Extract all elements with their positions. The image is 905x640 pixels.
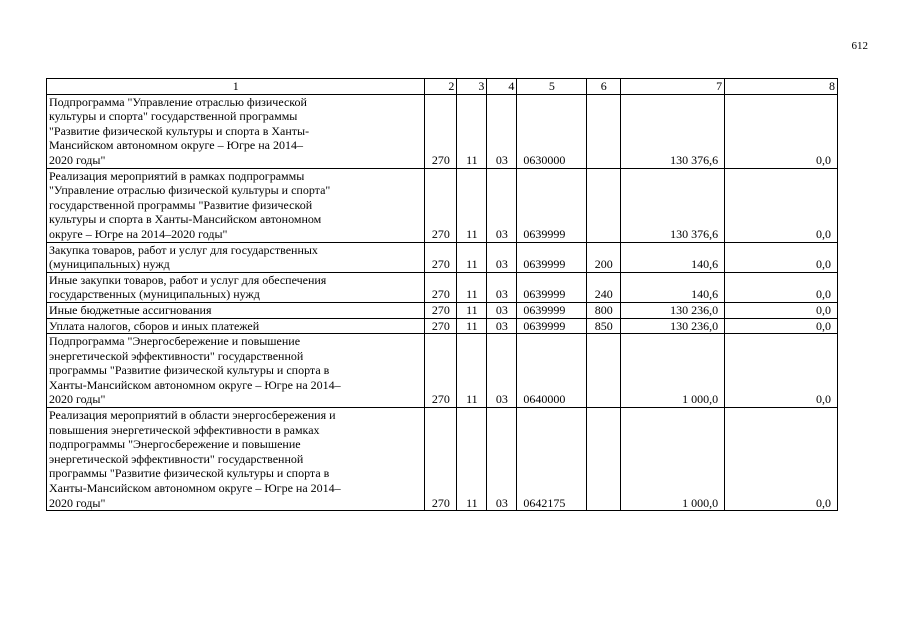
cell-code-5: 0642175 [517,408,587,511]
table-row [47,242,838,272]
cell-code-3: 11 [457,408,487,511]
cell-code-6: 850 [587,318,621,334]
cell-code-3: 11 [457,94,487,168]
table-row [47,334,838,408]
header-col-6: 6 [587,79,621,95]
row-description: Реализация мероприятий в рамках подпрограммы "Управление отраслью физической культуры и спорта" государственной программы "Развитие физической культуры и спорта в Ханты-Мансийском автономном округе – Югре на 2014–2020 годы" [47,168,425,242]
header-col-7: 7 [621,79,725,95]
cell-code-4: 03 [487,94,517,168]
row-description: Уплата налогов, сборов и иных платежей [47,318,425,334]
table-row [47,168,838,242]
cell-code-3: 11 [457,272,487,302]
cell-code-3: 11 [457,334,487,408]
cell-code-3: 11 [457,318,487,334]
page-number: 612 [851,40,868,52]
header-col-1: 1 [47,79,425,95]
table-row [47,94,838,168]
cell-code-5: 0630000 [517,94,587,168]
cell-code-4: 03 [487,242,517,272]
row-description: Иные закупки товаров, работ и услуг для обеспечения государственных (муниципальных) нужд [47,272,425,302]
cell-code-6 [587,334,621,408]
cell-code-2: 270 [425,408,457,511]
cell-amount-8: 0,0 [725,334,838,408]
cell-code-5: 0639999 [517,318,587,334]
cell-code-5: 0639999 [517,272,587,302]
cell-code-4: 03 [487,318,517,334]
cell-code-4: 03 [487,302,517,318]
cell-amount-8: 0,0 [725,242,838,272]
cell-code-6 [587,168,621,242]
cell-amount-8: 0,0 [725,408,838,511]
cell-code-3: 11 [457,168,487,242]
cell-code-4: 03 [487,168,517,242]
header-col-8: 8 [725,79,838,95]
header-row [47,79,838,95]
cell-code-2: 270 [425,272,457,302]
cell-code-5: 0639999 [517,168,587,242]
row-description: Подпрограмма "Энергосбережение и повышение энергетической эффективности" государственной программы "Развитие физической культуры и спорта в Ханты-Мансийском автономном округе – Югре на 2014– 2020 годы" [47,334,425,408]
cell-amount-7: 130 236,0 [621,302,725,318]
header-col-5: 5 [517,79,587,95]
row-description: Иные бюджетные ассигнования [47,302,425,318]
cell-code-4: 03 [487,272,517,302]
table-row [47,272,838,302]
cell-code-2: 270 [425,242,457,272]
cell-amount-7: 140,6 [621,242,725,272]
cell-code-2: 270 [425,334,457,408]
cell-code-3: 11 [457,302,487,318]
cell-amount-7: 130 376,6 [621,168,725,242]
budget-table [46,78,838,511]
cell-code-6 [587,94,621,168]
cell-amount-7: 1 000,0 [621,408,725,511]
cell-code-4: 03 [487,334,517,408]
cell-code-6: 200 [587,242,621,272]
cell-amount-8: 0,0 [725,272,838,302]
header-col-4: 4 [487,79,517,95]
cell-code-4: 03 [487,408,517,511]
table-row [47,302,838,318]
cell-amount-8: 0,0 [725,318,838,334]
cell-code-2: 270 [425,318,457,334]
cell-code-2: 270 [425,302,457,318]
cell-code-3: 11 [457,242,487,272]
header-col-3: 3 [457,79,487,95]
cell-code-5: 0640000 [517,334,587,408]
cell-code-6: 800 [587,302,621,318]
table-row [47,408,838,511]
cell-amount-7: 140,6 [621,272,725,302]
table-row [47,318,838,334]
cell-amount-8: 0,0 [725,168,838,242]
row-description: Реализация мероприятий в области энергосбережения и повышения энергетической эффективности в рамках подпрограммы "Энергосбережение и повышение энергетической эффективности" государственной программы "Развитие физической культуры и спорта в Ханты-Мансийском автономном округе – Югре на 2014– 2020 годы" [47,408,425,511]
row-description: Закупка товаров, работ и услуг для государственных (муниципальных) нужд [47,242,425,272]
cell-code-2: 270 [425,168,457,242]
cell-code-6 [587,408,621,511]
table-body [47,94,838,511]
cell-amount-7: 130 376,6 [621,94,725,168]
cell-amount-8: 0,0 [725,302,838,318]
header-col-2: 2 [425,79,457,95]
cell-code-5: 0639999 [517,302,587,318]
cell-amount-7: 1 000,0 [621,334,725,408]
cell-code-5: 0639999 [517,242,587,272]
cell-amount-7: 130 236,0 [621,318,725,334]
cell-code-2: 270 [425,94,457,168]
cell-code-6: 240 [587,272,621,302]
row-description: Подпрограмма "Управление отраслью физической культуры и спорта" государственной программы "Развитие физической культуры и спорта в Ханты- Мансийском автономном округе – Югре на 2014– 2020 годы" [47,94,425,168]
cell-amount-8: 0,0 [725,94,838,168]
